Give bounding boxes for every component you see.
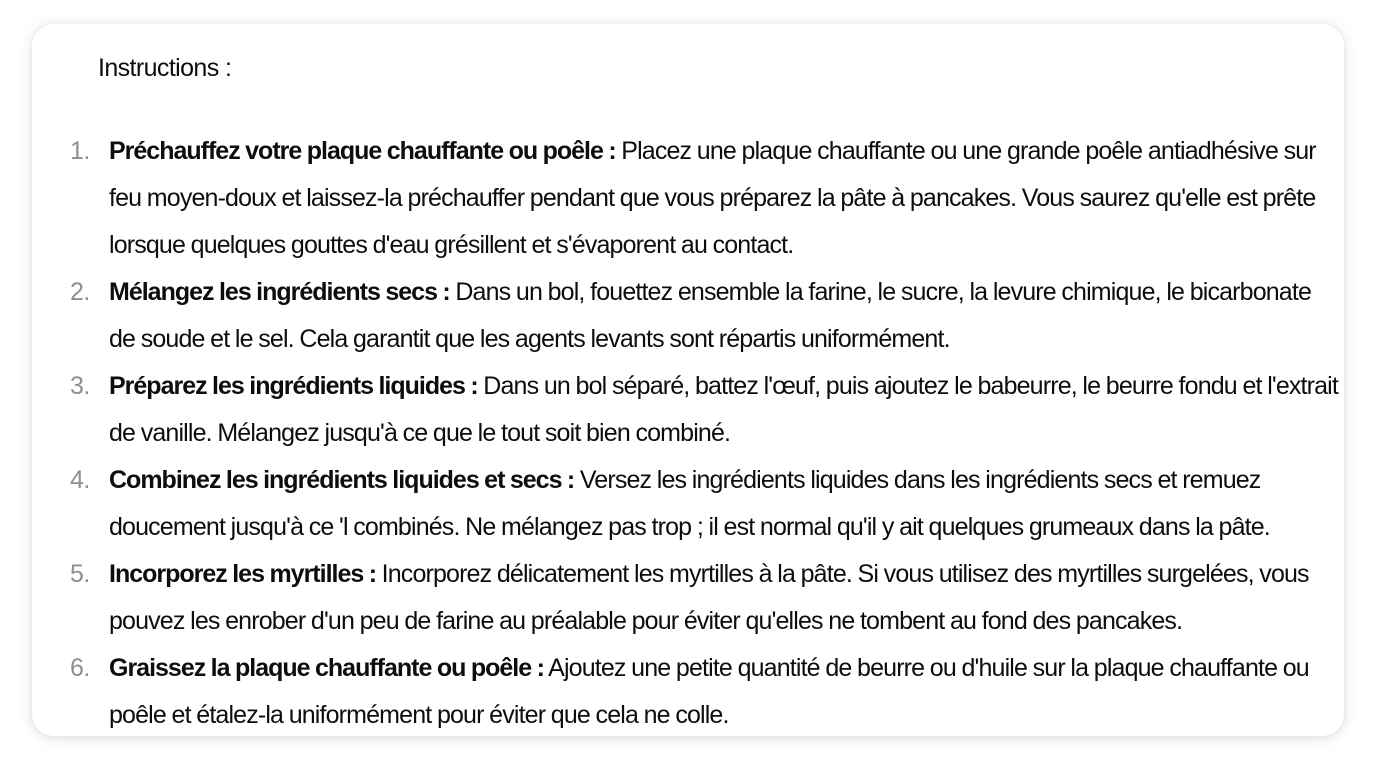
instructions-heading: Instructions : (98, 54, 232, 82)
step-body: Ajoutez une petite quantité de beurre ou d'huile sur la plaque chauffante ou poêle et étalez-la uniformément pour éviter que cela ne colle. (109, 654, 1309, 729)
step-title: Graissez la plaque chauffante ou poêle : (109, 654, 544, 682)
step-body: Dans un bol, fouettez ensemble la farine, le sucre, la levure chimique, le bicarbonate de soude et le sel. Cela garantit que les agents levants sont répartis uniformément. (109, 278, 1312, 353)
step-number: 4. (70, 466, 90, 494)
list-item-step-5 (32, 551, 1344, 645)
step-title: Mélangez les ingrédients secs : (109, 278, 450, 306)
step-body: Incorporez délicatement les myrtilles à la pâte. Si vous utilisez des myrtilles surgelées, vous pouvez les enrober d'un peu de farine au préalable pour éviter qu'elles ne tombent au fond des pancakes. (109, 560, 1309, 635)
step-number: 5. (70, 560, 90, 588)
list-item-step-6 (32, 645, 1344, 736)
instructions-list (32, 128, 1344, 736)
list-item-step-3 (32, 363, 1344, 457)
step-number: 2. (70, 278, 90, 306)
list-item-step-4 (32, 457, 1344, 551)
instructions-card (32, 24, 1344, 736)
list-item-step-2 (32, 269, 1344, 363)
step-number: 3. (70, 372, 90, 400)
step-body: Versez les ingrédients liquides dans les ingrédients secs et remuez doucement jusqu'à ce 'l combinés. Ne mélangez pas trop ; il est normal qu'il y ait quelques grumeaux dans la pâte. (109, 466, 1270, 541)
step-title: Préparez les ingrédients liquides : (109, 372, 478, 400)
step-title: Préchauffez votre plaque chauffante ou poêle : (109, 137, 616, 165)
step-number: 1. (70, 137, 90, 165)
step-title: Incorporez les myrtilles : (109, 560, 377, 588)
step-body: Dans un bol séparé, battez l'œuf, puis ajoutez le babeurre, le beurre fondu et l'extrait de vanille. Mélangez jusqu'à ce que le tout soit bien combiné. (109, 372, 1338, 447)
step-number: 6. (70, 654, 90, 682)
step-title: Combinez les ingrédients liquides et secs : (109, 466, 575, 494)
step-body: Placez une plaque chauffante ou une grande poêle antiadhésive sur feu moyen-doux et laissez-la préchauffer pendant que vous préparez la pâte à pancakes. Vous saurez qu'elle est prête lorsque quelques gouttes d'eau grésillent et s'évaporent au contact. (109, 137, 1316, 259)
list-item-step-1 (32, 128, 1344, 269)
